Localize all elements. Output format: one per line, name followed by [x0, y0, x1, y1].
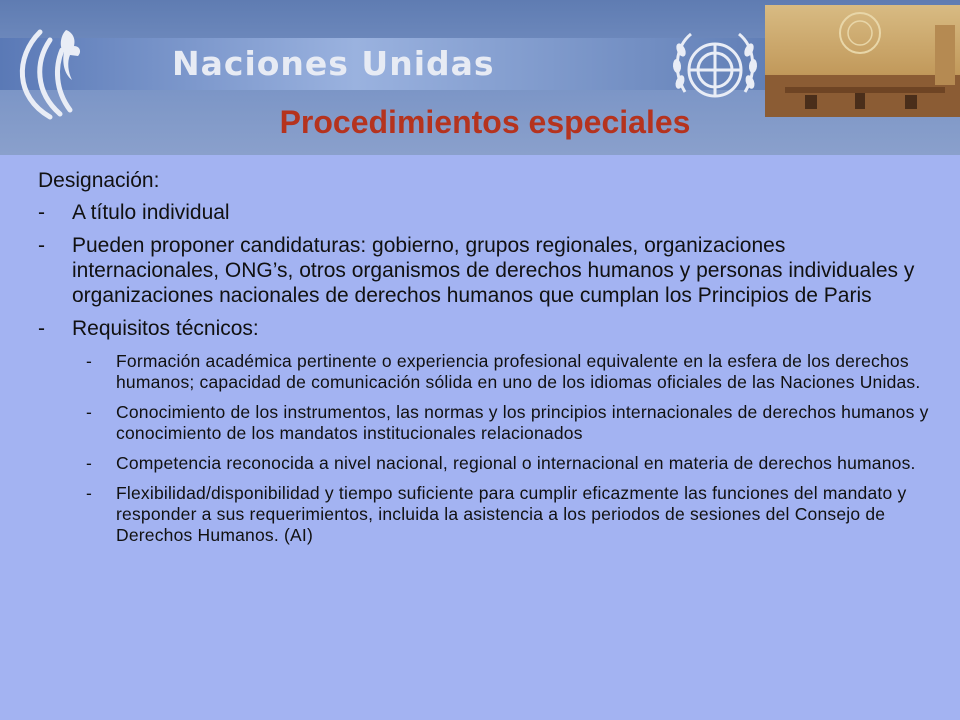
intro-label: Designación:	[38, 169, 160, 192]
page-title: Procedimientos especiales	[279, 104, 691, 140]
header-banner	[0, 0, 960, 155]
sub-list-item-text: Formación académica pertinente o experiencia profesional equivalente en la esfera de los derechos humanos; capacidad de comunicación sólida en uno de los idiomas oficiales de las Naciones Unidas.	[116, 351, 921, 392]
bullet-dash: -	[38, 317, 45, 340]
list-item	[38, 316, 938, 341]
council-chamber-photo	[765, 5, 960, 117]
bullet-dash: -	[86, 453, 93, 473]
bullet-dash: -	[86, 402, 93, 422]
bullet-dash: -	[38, 201, 45, 224]
list-item-text: A título individual	[72, 201, 230, 224]
list-item-text: Pueden proponer candidaturas: gobierno, grupos regionales, organizaciones internacionales, ONG’s, otros organismos de derechos humanos y personas individuales y organizaciones nacionales de derechos humanos que cumplan los Principios de Paris	[72, 234, 915, 307]
bullet-dash: -	[86, 483, 93, 503]
slide-content	[38, 169, 938, 555]
sub-list-item	[86, 351, 938, 393]
sub-list-item	[86, 402, 938, 444]
sub-list-item	[86, 483, 938, 546]
org-name: Naciones Unidas	[172, 44, 495, 83]
sub-list-item	[86, 453, 938, 474]
sub-list-item-text: Competencia reconocida a nivel nacional, regional o internacional en materia de derechos humanos.	[116, 453, 916, 473]
list-item	[38, 200, 938, 225]
bullet-dash: -	[86, 351, 93, 371]
list-item	[38, 233, 938, 308]
sub-list-item-text: Flexibilidad/disponibilidad y tiempo suficiente para cumplir eficazmente las funciones del mandato y responder a sus requerimientos, incluida la asistencia a los periodos de sesiones del Consejo de Derechos Humanos. (AI)	[116, 483, 907, 545]
sub-list-item-text: Conocimiento de los instrumentos, las normas y los principios internacionales de derechos humanos y conocimiento de los mandatos institucionales relacionados	[116, 402, 929, 443]
bullet-dash: -	[38, 234, 45, 257]
list-item-text: Requisitos técnicos:	[72, 317, 259, 340]
